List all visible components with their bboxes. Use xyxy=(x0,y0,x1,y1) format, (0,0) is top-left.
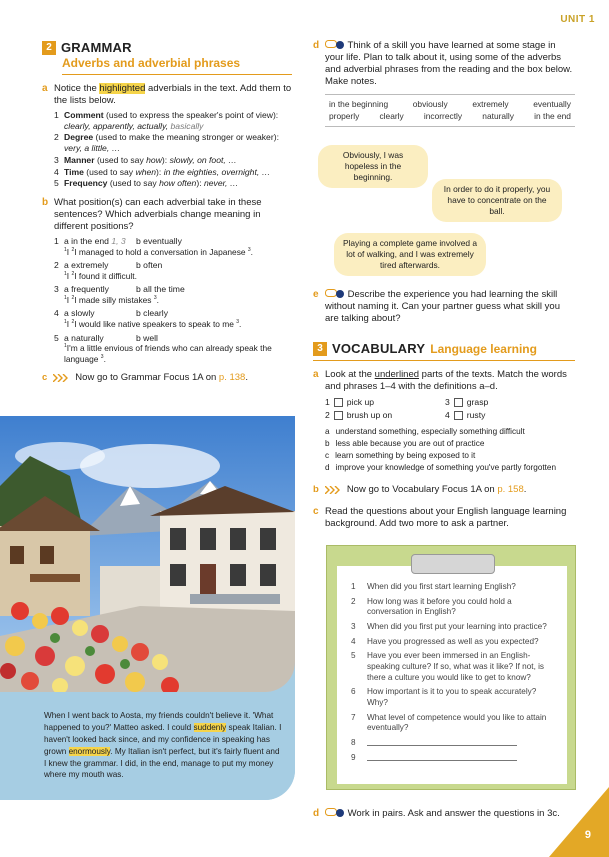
task-e-text: Describe the experience you had learning the skill without naming it. Can your partner guess what skill you are talking about? xyxy=(325,289,560,324)
question-number: 2 xyxy=(351,596,356,606)
question-number: 7 xyxy=(351,712,356,722)
page-number: 9 xyxy=(584,829,591,842)
answer-checkbox[interactable] xyxy=(454,398,463,407)
item-label: grasp xyxy=(466,397,489,407)
item-sentence: I found it difficult. xyxy=(74,270,137,281)
task-c-end: . xyxy=(245,372,248,384)
task-c-text: Read the questions about your English language learning background. Add two more to ask a partner. xyxy=(325,505,567,529)
option-b: b often xyxy=(136,260,163,270)
handwritten-answer: 1, 3 xyxy=(111,235,126,246)
task-d-text: Work in pairs. Ask and answer the questions in 3c. xyxy=(347,808,560,819)
list-item xyxy=(351,753,559,764)
option-b: b well xyxy=(136,332,158,343)
task-letter: d xyxy=(313,808,320,819)
list-item xyxy=(325,397,445,408)
item-desc: (used to make the meaning stronger or weaker): xyxy=(93,132,279,143)
question-number: 8 xyxy=(351,737,356,747)
list-item xyxy=(325,438,575,450)
item-desc2: ): xyxy=(196,178,204,189)
list-item xyxy=(54,167,292,178)
section-subtitle: Language learning xyxy=(430,341,537,356)
grammar-heading xyxy=(42,40,292,56)
task-b-end: . xyxy=(523,484,527,496)
word-item: naturally xyxy=(482,111,514,121)
item-term: Frequency xyxy=(64,178,108,189)
item-examples: in the eighties, overnight, … xyxy=(163,166,271,177)
option-a: a extremely xyxy=(64,260,109,270)
adverb-word-box xyxy=(325,94,575,127)
town-square-illustration xyxy=(0,416,295,692)
option-b: b all the time xyxy=(136,284,185,295)
task-letter: a xyxy=(42,83,48,95)
question-text: When did you first put your learning into practice? xyxy=(367,621,547,631)
item-number: 5 xyxy=(54,332,59,343)
task-letter: a xyxy=(313,369,319,381)
section-title: VOCABULARY xyxy=(332,341,426,356)
list-item xyxy=(351,582,559,593)
clipboard-questions xyxy=(326,545,576,790)
vocab-task-d xyxy=(313,808,575,820)
list-item xyxy=(325,462,575,474)
chevron-arrows-icon xyxy=(325,486,341,494)
list-item xyxy=(325,426,575,438)
question-text: What level of competence would you like to attain eventually? xyxy=(367,712,547,733)
task-c-text: Now go to Grammar Focus 1A on xyxy=(75,372,219,384)
item-number: 1 xyxy=(325,397,330,407)
item-number: 1 xyxy=(54,110,59,120)
list-item xyxy=(445,410,565,421)
grammar-task-e xyxy=(313,289,575,325)
unit-label: UNIT 1 xyxy=(560,14,595,25)
item-number: 1 xyxy=(54,235,59,246)
item-examples: very, a little, … xyxy=(64,143,121,154)
grammar-task-d xyxy=(313,40,575,88)
page-corner xyxy=(549,787,609,857)
question-text: How important is it to you to speak accurately? Why? xyxy=(367,687,537,707)
answer-checkbox[interactable] xyxy=(454,411,463,420)
item-desc-it: how often xyxy=(159,178,197,189)
position-exercises xyxy=(54,236,292,365)
speech-bubble: In order to do it properly, you have to concentrate on the ball. xyxy=(432,179,562,222)
def-letter: a xyxy=(325,427,330,437)
item-term: Manner xyxy=(64,154,95,165)
option-a: a naturally xyxy=(64,332,104,343)
answer-checkbox[interactable] xyxy=(334,398,343,407)
def-text: understand something, especially something difficult xyxy=(335,427,525,437)
option-b: b clearly xyxy=(136,308,168,319)
list-item xyxy=(351,637,559,648)
option-a: a frequently xyxy=(64,284,109,295)
highlighted-word: highlighted xyxy=(99,83,146,95)
vocab-task-b xyxy=(313,484,575,496)
item-number: 3 xyxy=(445,397,450,407)
word-item: properly xyxy=(329,111,360,121)
list-item xyxy=(351,622,559,633)
item-number: 4 xyxy=(445,409,450,420)
task-d-text: Think of a skill you have learned at some stage in your life. Plan to talk about it, using some of the adverbs and adverbial phrases from the reading and the box below. Make notes. xyxy=(325,40,573,87)
item-sentence: I'm a little envious of friends who can already speak the language xyxy=(64,343,272,364)
word-item: extremely xyxy=(472,98,509,109)
item-term: Degree xyxy=(64,132,94,143)
def-letter: b xyxy=(325,439,330,449)
word-item: incorrectly xyxy=(423,111,463,121)
section-title: GRAMMAR xyxy=(61,40,132,55)
answer-line[interactable] xyxy=(367,753,517,761)
task-a-pre: Notice the xyxy=(54,83,100,95)
underlined-word: underlined xyxy=(374,369,420,381)
list-item xyxy=(54,110,292,131)
item-desc: (used to say xyxy=(94,154,147,165)
grammar-task-a xyxy=(42,83,292,107)
question-number: 3 xyxy=(351,621,356,631)
question-sheet xyxy=(337,566,567,784)
task-a-pre: Look at the xyxy=(325,369,375,381)
question-text: When did you first start learning English? xyxy=(367,582,516,591)
speech-bubble-icon xyxy=(325,40,345,50)
right-column xyxy=(313,40,575,127)
section-subtitle: Adverbs and adverbial phrases xyxy=(62,56,292,75)
task-a-post: parts of the texts. Match the words and phrases 1–4 with the definitions a–d. xyxy=(325,369,567,393)
list-item xyxy=(351,597,559,618)
vocab-task-a xyxy=(313,369,575,393)
task-letter: d xyxy=(313,40,320,51)
item-number: 2 xyxy=(325,409,330,420)
list-item: 4 a slowly b clearly $^1$I $^2$I would like native speakers to speak to me $^3$. xyxy=(54,308,242,330)
highlighted-word: enormously xyxy=(68,746,111,756)
vocabulary-focus-link[interactable]: p. 158 xyxy=(497,484,524,496)
list-item xyxy=(325,450,575,462)
story-excerpt xyxy=(0,692,295,800)
list-item: 1 a in the end 1, 3 b eventually $^1$I $^2$I managed to hold a conversation in Japanese $^3$. xyxy=(54,235,253,257)
task-b-text: Now go to Vocabulary Focus 1A on xyxy=(346,484,498,496)
question-number: 6 xyxy=(351,687,356,697)
item-number: 5 xyxy=(54,178,59,189)
task-letter: b xyxy=(42,197,49,209)
def-letter: c xyxy=(325,451,330,461)
def-letter: d xyxy=(325,463,330,473)
speech-bubble-icon xyxy=(325,289,345,299)
item-desc2: ): xyxy=(156,166,164,177)
item-number: 4 xyxy=(54,166,59,177)
word-item: obviously xyxy=(412,98,448,109)
question-text: Have you progressed as well as you expected? xyxy=(367,636,539,646)
item-number: 3 xyxy=(54,154,59,165)
aosta-photo xyxy=(0,416,295,692)
clipboard-clip xyxy=(411,554,495,574)
item-label: rusty xyxy=(466,409,486,420)
question-number: 9 xyxy=(351,752,356,762)
grammar-task-c xyxy=(42,372,292,384)
list-item xyxy=(54,178,292,189)
def-text: less able because you are out of practice xyxy=(335,439,485,449)
grammar-section xyxy=(42,40,292,384)
item-desc: (used to say xyxy=(83,166,136,177)
item-term: Time xyxy=(64,166,84,177)
word-item: in the beginning xyxy=(329,98,389,109)
word-item: clearly xyxy=(379,111,404,121)
chevron-arrows-icon xyxy=(53,374,69,382)
list-item xyxy=(351,713,559,734)
list-item xyxy=(445,397,565,408)
answer-line[interactable] xyxy=(367,738,517,746)
list-item xyxy=(325,410,445,421)
item-number: 2 xyxy=(54,132,59,143)
speech-bubble: Obviously, I was hopeless in the beginning. xyxy=(318,145,428,188)
item-sentence: I would like native speakers to speak to me xyxy=(74,319,234,330)
question-text: How long was it before you could hold a conversation in English? xyxy=(367,596,512,617)
item-desc2: ): xyxy=(161,154,170,165)
vocabulary-section xyxy=(313,341,575,530)
item-examples: clearly, apparently, actually, xyxy=(64,120,171,131)
list-item xyxy=(351,738,559,749)
matching-items xyxy=(325,397,575,420)
item-desc-it: when xyxy=(135,166,157,177)
section-number: 2 xyxy=(42,41,56,55)
task-letter: c xyxy=(313,505,319,517)
item-desc: (used to say xyxy=(107,178,160,189)
excerpt-text: . My Italian isn't perfect, but it's fairly fluent and I knew the grammar. I did, in the end, manage to put my money where my mouth was. xyxy=(44,746,280,780)
list-item xyxy=(54,155,292,166)
list-item xyxy=(54,132,292,153)
list-item: 5 a naturally b well $^1$I'm a little envious of friends who can already speak the language $^3$. xyxy=(54,332,272,364)
excerpt-text: When I went back to Aosta, my friends couldn't believe it. 'What happened to you?' Matteo asked. I could xyxy=(44,711,274,732)
item-number: 2 xyxy=(54,260,59,270)
list-item xyxy=(351,687,559,708)
question-number: 1 xyxy=(351,582,356,591)
item-sentence: I made silly mistakes xyxy=(74,294,152,305)
option-a: a in the end xyxy=(64,235,109,246)
list-item: 3 a frequently b all the time $^1$I $^2$I made silly mistakes $^3$. xyxy=(54,284,185,305)
def-text: learn something by being exposed to it xyxy=(335,451,476,461)
item-number: 4 xyxy=(54,308,59,319)
item-number: 3 xyxy=(54,284,59,295)
grammar-task-b xyxy=(42,197,292,233)
task-letter: b xyxy=(313,484,319,496)
handwritten-answer: basically xyxy=(170,120,204,131)
highlighted-word: suddenly xyxy=(193,722,227,732)
task-letter: e xyxy=(313,289,319,300)
section-number: 3 xyxy=(313,342,327,356)
item-desc-it: how xyxy=(146,154,162,165)
def-text: improve your knowledge of something you've partly forgotten xyxy=(335,463,557,473)
question-number: 4 xyxy=(351,636,356,646)
option-b: b eventually xyxy=(136,235,182,246)
vocabulary-heading xyxy=(313,341,575,357)
item-examples: slowly, on foot, … xyxy=(169,154,237,165)
item-examples: never, … xyxy=(203,178,239,189)
task-b-text: What position(s) can each adverbial take in these sentences? Which adverbials change meaning in different positions? xyxy=(54,197,262,232)
item-label: brush up on xyxy=(346,409,393,420)
item-sentence: I managed to hold a conversation in Japanese xyxy=(74,246,246,257)
speech-bubble-icon xyxy=(325,808,345,818)
question-number: 5 xyxy=(351,651,356,661)
word-item: eventually xyxy=(533,98,571,109)
vocab-task-c xyxy=(313,506,575,530)
speech-bubble: Playing a complete game involved a lot of walking, and I was extremely tired afterwards. xyxy=(334,233,486,276)
list-item: 2 a extremely b often $^1$I $^2$I found it difficult. xyxy=(54,260,163,281)
question-text: Have you ever been immersed in an English-speaking culture? If so, what was it like? If not, is there a culture you would like to get to know? xyxy=(367,651,545,682)
item-desc: (used to express the speaker's point of view): xyxy=(103,110,279,120)
list-item xyxy=(351,651,559,683)
adverbial-categories xyxy=(54,110,292,189)
excerpt-text: speak Italian. I haven't looked back since, and my confidence in speaking has grown xyxy=(44,722,282,756)
item-term: Comment xyxy=(64,110,104,120)
word-item: in the end xyxy=(534,111,571,121)
answer-checkbox[interactable] xyxy=(334,411,343,420)
grammar-focus-link[interactable]: p. 138 xyxy=(218,372,246,384)
item-label: pick up xyxy=(346,397,375,407)
definitions-list xyxy=(325,426,575,474)
option-a: a slowly xyxy=(64,308,95,319)
task-letter: c xyxy=(42,372,48,384)
task-a-post: adverbials in the text. Add them to the lists below. xyxy=(54,83,292,107)
